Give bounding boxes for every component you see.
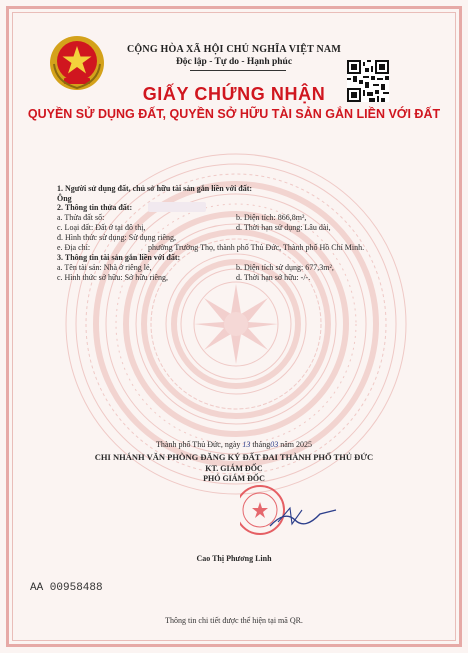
section1-heading: 1. Người sử dụng đất, chủ sở hữu tài sản gắn liền với đất:: [57, 184, 253, 193]
address-label: e. Địa chỉ:: [57, 243, 91, 252]
parcel-area: b. Diện tích: 866,8m²,: [236, 213, 307, 222]
document-title: GIẤY CHỨNG NHẬN: [142, 84, 326, 104]
owner-title: Ông: [57, 194, 72, 203]
issuance-month: 03: [270, 440, 279, 449]
land-type: c. Loại đất: Đất ở tại đô thị,: [57, 223, 146, 232]
nation-name: CỘNG HÒA XÃ HỘI CHỦ NGHĨA VIỆT NAM: [127, 44, 341, 55]
motto-underline: [190, 70, 286, 71]
issuance-year: năm 2025: [280, 440, 312, 449]
issuance-day: 13: [242, 440, 251, 449]
asset-name: a. Tên tài sản: Nhà ở riêng lẻ,: [57, 263, 152, 272]
ownership-term: d. Thời hạn sở hữu: -/-.: [236, 273, 311, 282]
qr-footnote: Thông tin chi tiết được thể hiện tại mã QR.: [165, 616, 303, 625]
issuance-date: [0, 440, 468, 449]
usage-term: d. Thời hạn sử dụng: Lâu dài,: [236, 223, 331, 232]
signer-name: Cao Thị Phương Linh: [196, 554, 272, 563]
kt-director: KT. GIÁM ĐỐC: [205, 464, 263, 473]
deputy-director: PHÓ GIÁM ĐỐC: [203, 474, 265, 483]
official-stamp-signature: [240, 480, 340, 540]
usage-area: b. Diện tích sử dụng: 677,3m²,: [236, 263, 334, 272]
address-value: phường Trường Thọ, thành phố Thủ Đức, Thành phố Hồ Chí Minh.: [148, 243, 365, 252]
document-subtitle: QUYỀN SỬ DỤNG ĐẤT, QUYỀN SỞ HỮU TÀI SẢN GẮN LIỀN VỚI ĐẤT: [27, 107, 441, 121]
usage-form: đ. Hình thức sử dụng: Sử dụng riêng,: [57, 233, 177, 242]
national-motto: Độc lập - Tự do - Hạnh phúc: [175, 57, 293, 67]
section2-heading: 2. Thông tin thửa đất:: [57, 203, 133, 212]
redacted-field: [148, 202, 206, 212]
serial-number: AA 00958488: [30, 582, 103, 594]
issuance-place: Thành phố Thủ Đức, ngày: [156, 440, 241, 449]
section3-heading: 3. Thông tin tài sản gắn liền với đất:: [57, 253, 181, 262]
issuing-office: CHI NHÁNH VĂN PHÒNG ĐĂNG KÝ ĐẤT ĐAI THÀNH PHỐ THỦ ĐỨC: [94, 452, 374, 462]
parcel-number: a. Thửa đất số:: [57, 213, 105, 222]
ownership-form: c. Hình thức sở hữu: Sở hữu riêng,: [57, 273, 169, 282]
issuance-month-word: tháng: [252, 440, 271, 449]
